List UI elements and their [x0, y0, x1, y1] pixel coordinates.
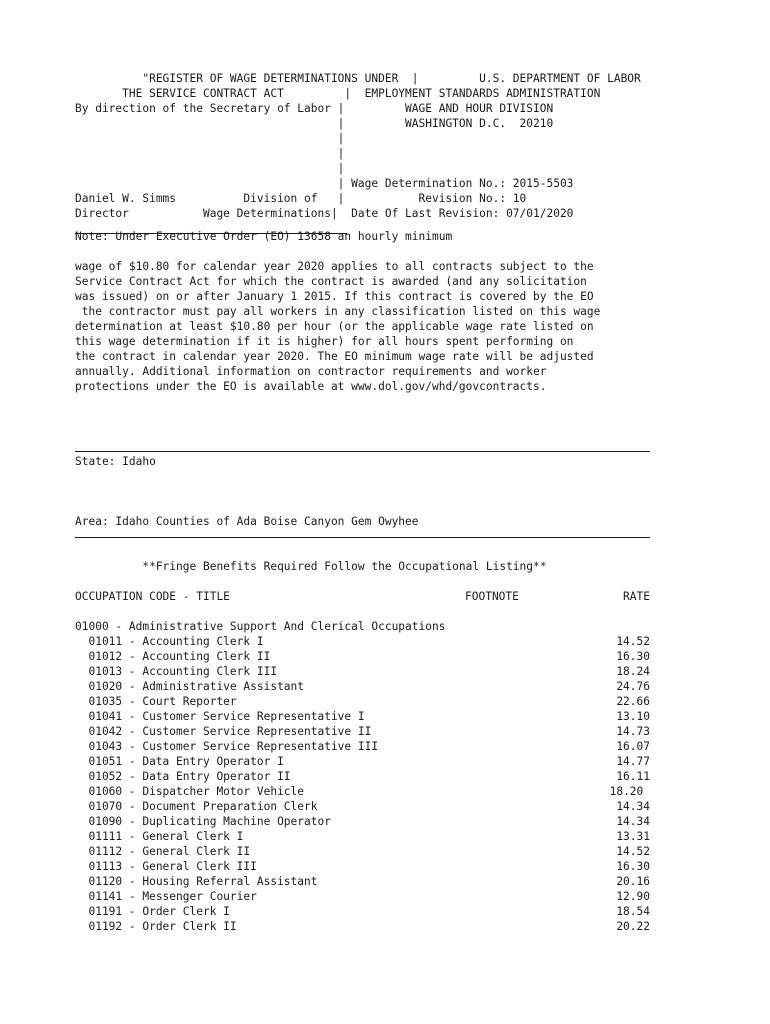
occupation-title: 01111 - General Clerk I	[75, 830, 244, 843]
note-line: wage of $10.80 for calendar year 2020 applies to all contracts subject to the	[75, 260, 594, 273]
table-row	[75, 904, 665, 919]
header-line: "REGISTER OF WAGE DETERMINATIONS UNDER | U.S. DEPARTMENT OF LABOR	[75, 72, 641, 85]
note-line: annually. Additional information on contractor requirements and worker	[75, 365, 547, 378]
table-row	[75, 844, 665, 859]
fringe-benefits-note: **Fringe Benefits Required Follow the Occupational Listing**	[75, 560, 547, 573]
occupation-rate: 14.34	[616, 815, 650, 828]
table-row	[75, 784, 665, 799]
occupation-title: 01012 - Accounting Clerk II	[75, 650, 271, 663]
occupation-title: 01112 - General Clerk II	[75, 845, 251, 858]
occupation-title: 01041 - Customer Service Representative I	[75, 710, 365, 723]
note-line: was issued) on or after January 1 2015. If this contract is covered by the EO	[75, 290, 594, 303]
document-header	[75, 71, 665, 221]
occupation-title: 01013 - Accounting Clerk III	[75, 665, 278, 678]
table-row	[75, 694, 665, 709]
note-line: protections under the EO is available at www.dol.gov/whd/govcontracts.	[75, 380, 547, 393]
table-row	[75, 724, 665, 739]
table-row	[75, 829, 665, 844]
eo-note-first-line: Note: Under Executive Order (EO) 13658 an hourly minimum	[75, 230, 453, 243]
note-line: determination at least $10.80 per hour (or the applicable wage rate listed on	[75, 320, 594, 333]
header-line: By direction of the Secretary of Labor | WAGE AND HOUR DIVISION	[75, 102, 554, 115]
header-line: |	[75, 132, 345, 145]
table-header	[75, 589, 665, 604]
occupation-title: 01192 - Order Clerk II	[75, 920, 237, 933]
spacer	[75, 469, 665, 514]
occupation-rate: 18.54	[616, 905, 650, 918]
occupation-title: 01060 - Dispatcher Motor Vehicle	[75, 785, 305, 798]
table-row	[75, 799, 665, 814]
occupation-title: 01052 - Data Entry Operator II	[75, 770, 291, 783]
occupation-title: 01120 - Housing Referral Assistant	[75, 875, 318, 888]
table-row	[75, 919, 665, 934]
spacer	[75, 574, 665, 589]
table-row	[75, 739, 665, 754]
state-label: State: Idaho	[75, 455, 156, 468]
occupation-title: 01070 - Document Preparation Clerk	[75, 800, 318, 813]
state-divider	[75, 439, 665, 454]
occupation-rate: 13.10	[616, 710, 650, 723]
header-line: | WASHINGTON D.C. 20210	[75, 117, 554, 130]
area-label: Area: Idaho Counties of Ada Boise Canyon Gem Owyhee	[75, 515, 419, 528]
occupation-rate: 12.90	[616, 890, 650, 903]
header-divider	[75, 221, 665, 236]
occupation-rate: 18.24	[616, 665, 650, 678]
table-row	[75, 664, 665, 679]
table-row	[75, 634, 665, 649]
table-row	[75, 874, 665, 889]
occupation-title: 01113 - General Clerk III	[75, 860, 257, 873]
area-divider	[75, 525, 665, 540]
occupation-rate: 20.16	[616, 875, 650, 888]
column-header-occupation: OCCUPATION CODE - TITLE	[75, 590, 230, 603]
header-line: Daniel W. Simms Division of | Revision No.: 10	[75, 192, 527, 205]
header-line: THE SERVICE CONTRACT ACT | EMPLOYMENT STANDARDS ADMINISTRATION	[75, 87, 601, 100]
occupation-rate: 14.77	[616, 755, 650, 768]
table-row	[75, 679, 665, 694]
eo-note-body	[75, 259, 665, 394]
occupation-rate: 14.73	[616, 725, 650, 738]
occupation-title: 01090 - Duplicating Machine Operator	[75, 815, 331, 828]
spacer	[75, 244, 665, 259]
spacer	[75, 394, 665, 439]
occupation-rate: 14.52	[616, 845, 650, 858]
table-row	[75, 859, 665, 874]
occupation-title: 01020 - Administrative Assistant	[75, 680, 305, 693]
occupation-rate: 24.76	[616, 680, 650, 693]
table-row	[75, 769, 665, 784]
occupation-rate: 16.07	[616, 740, 650, 753]
occupation-rate: 16.11	[616, 770, 650, 783]
occupation-title: 01042 - Customer Service Representative II	[75, 725, 372, 738]
header-line: | Wage Determination No.: 2015-5503	[75, 177, 574, 190]
occupation-rate: 18.20	[609, 785, 650, 798]
occupation-rate: 16.30	[616, 860, 650, 873]
occupation-rate: 13.31	[616, 830, 650, 843]
note-line: this wage determination if it is higher) for all hours spent performing on	[75, 335, 574, 348]
occupation-rate: 14.52	[616, 635, 650, 648]
occupation-rate: 16.30	[616, 650, 650, 663]
column-header-footnote: FOOTNOTE	[465, 590, 519, 603]
wage-determination-document	[75, 71, 665, 934]
occupation-rate: 22.66	[616, 695, 650, 708]
note-line: Service Contract Act for which the contract is awarded (and any solicitation	[75, 275, 587, 288]
occupation-title: 01043 - Customer Service Representative III	[75, 740, 379, 753]
occupation-title: 01141 - Messenger Courier	[75, 890, 257, 903]
note-line: the contract in calendar year 2020. The EO minimum wage rate will be adjusted	[75, 350, 594, 363]
spacer	[75, 604, 665, 619]
spacer	[75, 540, 665, 559]
header-line: |	[75, 147, 345, 160]
occupation-title: 01191 - Order Clerk I	[75, 905, 230, 918]
occupation-title: 01035 - Court Reporter	[75, 695, 237, 708]
table-row	[75, 709, 665, 724]
table-row	[75, 889, 665, 904]
table-row	[75, 754, 665, 769]
occupation-title: 01051 - Data Entry Operator I	[75, 755, 284, 768]
table-row	[75, 814, 665, 829]
table-row	[75, 649, 665, 664]
column-header-rate: RATE	[623, 590, 650, 603]
occupation-title: 01011 - Accounting Clerk I	[75, 635, 264, 648]
occupation-rate: 14.34	[616, 800, 650, 813]
occupation-rate: 20.22	[616, 920, 650, 933]
occupation-group-title: 01000 - Administrative Support And Clerical Occupations	[75, 620, 446, 633]
occupation-list	[75, 634, 665, 934]
header-line: |	[75, 162, 345, 175]
note-line: the contractor must pay all workers in any classification listed on this wage	[75, 305, 601, 318]
header-line: Director Wage Determinations| Date Of Last Revision: 07/01/2020	[75, 207, 574, 220]
